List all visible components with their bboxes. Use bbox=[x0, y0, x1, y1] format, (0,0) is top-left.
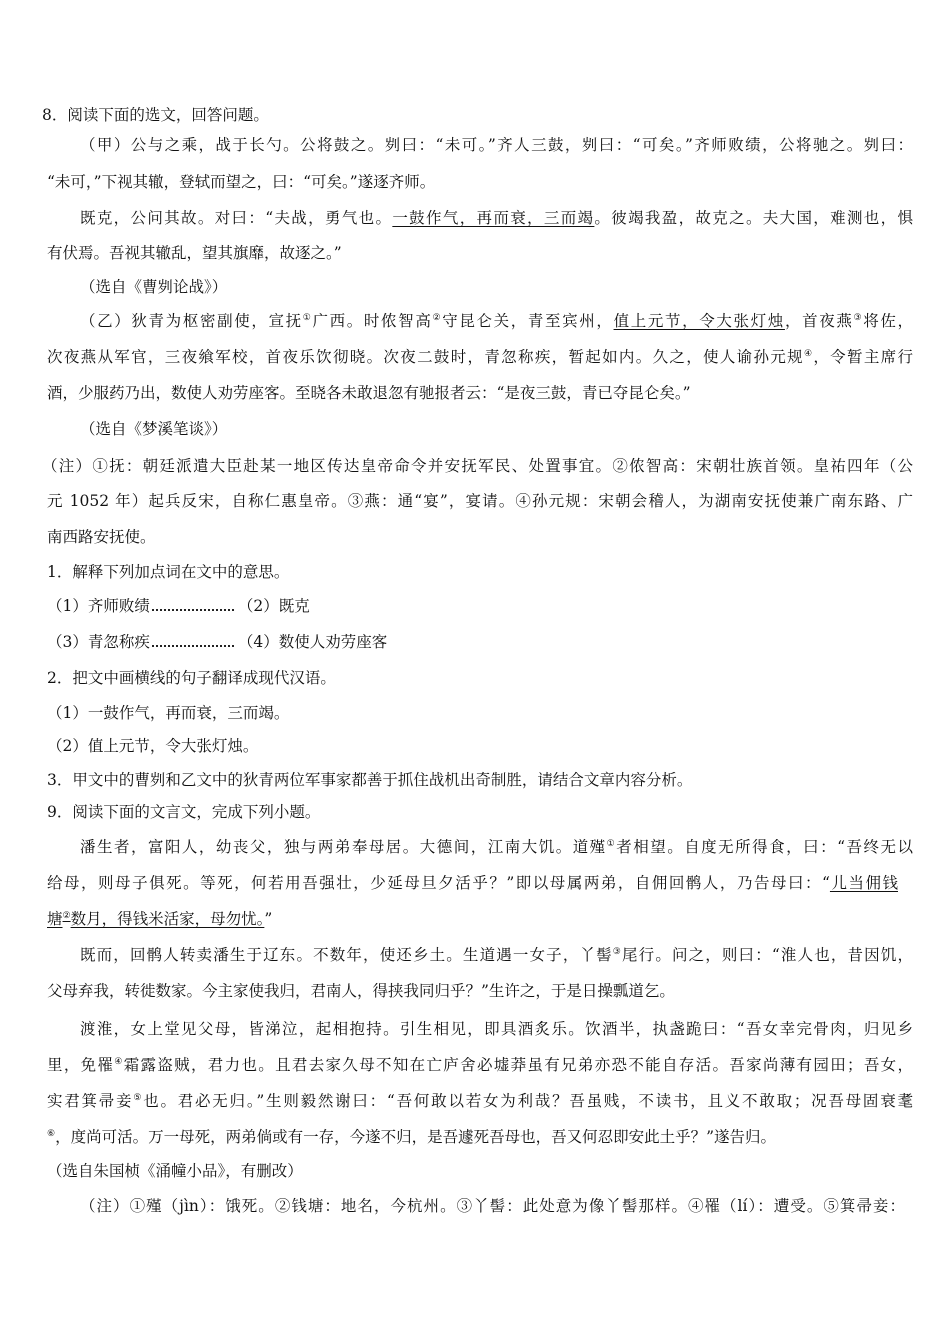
q9-p1-line-1: 潘生者，富阳人，幼丧父，独与两弟奉母居。大德间，江南大饥。道殣①者相望。自度无所得食，曰：“吾终无以 bbox=[80, 838, 913, 856]
q9-p1-line-3: 塘②数月，得钱米活家，母勿忧。” bbox=[47, 910, 273, 928]
q9-p3-line-3: 实君箕帚妾⑤也。君必无归。”生则毅然谢曰：“吾何敢以若女为利哉？吾虽贱，不读书，且义不敢取；况吾母固衰耄 bbox=[47, 1092, 913, 1110]
q8-sub2-item-2: （2）值上元节，令大张灯烛。 bbox=[47, 737, 259, 755]
q9-p3-line-1: 渡淮，女上堂见父母，皆涕泣，起相抱持。引生相见，即具酒炙乐。饮酒半，执盏跪曰：“吾女幸完骨肉，归见乡 bbox=[80, 1020, 913, 1038]
q8-jia-para2-line-1: 既克，公问其故。对曰：“夫战，勇气也。一鼓作气，再而衰，三而竭。彼竭我盈，故克之。夫大国，难测也，惧 bbox=[80, 209, 913, 227]
q9-p2-line-2: 父母弃我，转徙数家。今主家使我归，君南人，得挟我同归乎？”生许之，于是日操瓢道乞。 bbox=[47, 982, 675, 1000]
q8-notes-line-2: 元 1052 年）起兵反宋，自称仁惠皇帝。③燕：通“宴”，宴请。④孙元规：宋朝会稽人，为湖南安抚使兼广南东路、广 bbox=[47, 492, 913, 510]
q8-sub1-title: 1．解释下列加点词在文中的意思。 bbox=[47, 563, 290, 581]
q9-p3-line-4: ⑥，度尚可活。万一母死，两弟倘或有一存，今遂不归，是吾遽死吾母也，吾又何忍即安此土乎？”遂告归。 bbox=[47, 1128, 777, 1146]
underlined-sentence-3b: 数月，得钱米活家，母勿忧。 bbox=[70, 910, 265, 928]
q9-title: 9．阅读下面的文言文，完成下列小题。 bbox=[47, 803, 321, 821]
q8-title: 8．阅读下面的选文，回答问题。 bbox=[42, 106, 269, 124]
q8-sub1-row-2: （3）青忽称疾 （4）数使人劝劳座客 bbox=[47, 633, 388, 651]
underlined-sentence-1: 一鼓作气，再而衰，三而竭 bbox=[392, 209, 595, 227]
q9-p1-line-2: 给母，则母子俱死。等死，何若用吾强壮，少延母旦夕活乎？”即以母属两弟，自佣回鹘人，乃告母曰：“儿当佣钱 bbox=[47, 874, 898, 892]
q8-sub2-item-1: （1）一鼓作气，再而衰，三而竭。 bbox=[47, 704, 290, 722]
q8-yi-line-3: 酒，少服药乃出，数使人劝劳座客。至晓各未敢退忽有驰报者云：“是夜三鼓，青已夺昆仑矣。” bbox=[47, 384, 691, 402]
answer-blank-3[interactable] bbox=[152, 631, 234, 647]
q8-yi-source: （选自《梦溪笔谈》） bbox=[80, 420, 228, 438]
underlined-sentence-3a: 儿当佣钱 bbox=[829, 874, 898, 892]
q8-sub1-row-1: （1）齐师败绩 （2）既克 bbox=[47, 597, 310, 615]
q8-sub2-title: 2．把文中画横线的句子翻译成现代汉语。 bbox=[47, 669, 336, 687]
q8-notes-line-3: 南西路安抚使。 bbox=[47, 528, 156, 546]
q9-p2-line-1: 既而，回鹘人转卖潘生于辽东。不数年，使还乡土。生道遇一女子，丫髻③尾行。问之，则曰：“淮人也，昔因饥， bbox=[80, 946, 913, 964]
q8-yi-line-2: 次夜燕从军官，三夜飨军校，首夜乐饮彻晓。次夜二鼓时，青忽称疾，暂起如内。久之，使人谕孙元规④，令暂主席行 bbox=[47, 348, 913, 366]
q8-notes-line-1: （注）①抚：朝廷派遣大臣赴某一地区传达皇帝命令并安抚军民、处置事宜。②侬智高：宋朝壮族首领。皇祐四年（公 bbox=[42, 457, 913, 475]
answer-blank-1[interactable] bbox=[152, 595, 234, 611]
q8-jia-line-2: “未可，”下视其辙，登轼而望之，曰：“可矣。”遂逐齐师。 bbox=[47, 173, 436, 191]
q8-sub3-title: 3．甲文中的曹刿和乙文中的狄青两位军事家都善于抓住战机出奇制胜，请结合文章内容分析。 bbox=[47, 771, 693, 789]
q9-p3-line-2: 里，免罹④霜露盗贼，君力也。且君去家久母不知在亡庐舍必墟莽虽有兄弟亦恐不能自存活。吾家尚薄有园田；吾女， bbox=[47, 1056, 913, 1074]
q8-jia-para2-line-2: 有伏焉。吾视其辙乱，望其旗靡，故逐之。” bbox=[47, 244, 342, 262]
q9-notes-line-1: （注）①殣（jìn）：饿死。②钱塘：地名，今杭州。③丫髻：此处意为像丫髻那样。④罹（lí）：遭受。⑤箕帚妾： bbox=[80, 1197, 905, 1215]
q8-jia-source: （选自《曹刿论战》） bbox=[80, 278, 228, 296]
q9-source: （选自朱国桢《涌幢小品》，有删改） bbox=[47, 1162, 303, 1180]
underlined-sentence-2: 值上元节，令大张灯烛 bbox=[613, 312, 785, 330]
q8-jia-line-1: （甲）公与之乘，战于长勺。公将鼓之。刿曰：“未可。”齐人三鼓，刿曰：“可矣。”齐师败绩，公将驰之。刿曰： bbox=[80, 136, 913, 154]
q8-yi-line-1: （乙）狄青为枢密副使，宣抚①广西。时侬智高②守昆仑关，青至宾州，值上元节，令大张灯烛，首夜燕③将佐， bbox=[80, 312, 913, 330]
